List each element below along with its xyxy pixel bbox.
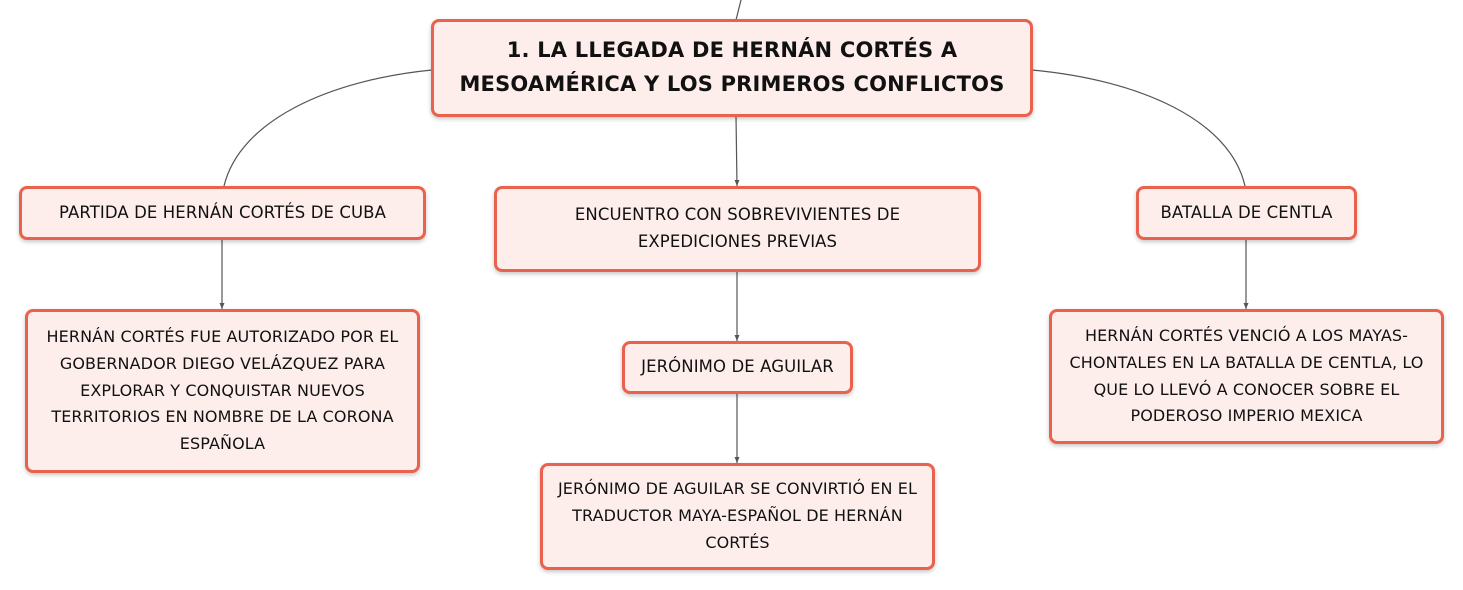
detail-jeronimo-line-1: JERÓNIMO DE AGUILAR SE CONVIRTIÓ EN EL xyxy=(557,479,917,499)
subtopic-jeronimo-de-aguilar[interactable] xyxy=(622,341,853,394)
connector-root-parent xyxy=(736,0,741,20)
subtopic-jeronimo-label: JERÓNIMO DE AGUILAR xyxy=(641,357,834,377)
root-topic[interactable] xyxy=(431,19,1033,117)
detail-batalla-de-centla[interactable] xyxy=(1049,309,1444,444)
root-topic-line-2: MESOAMÉRICA Y LOS PRIMEROS CONFLICTOS xyxy=(459,72,1005,96)
branch-encuentro-line-1: ENCUENTRO CON SOBREVIVIENTES DE xyxy=(574,205,901,225)
detail-batalla-line-2: CHONTALES EN LA BATALLA DE CENTLA, LO xyxy=(1069,352,1424,372)
branch-partida-label: PARTIDA DE HERNÁN CORTÉS DE CUBA xyxy=(58,202,386,222)
detail-batalla-line-1: HERNÁN CORTÉS VENCIÓ A LOS MAYAS- xyxy=(1084,325,1409,345)
detail-partida-line-3: EXPLORAR Y CONQUISTAR NUEVOS xyxy=(80,380,365,400)
branch-batalla-de-centla[interactable] xyxy=(1136,186,1357,240)
detail-batalla-line-4: PODEROSO IMPERIO MEXICA xyxy=(1130,406,1363,426)
connector-root-to-branch-1 xyxy=(224,70,432,186)
detail-jeronimo-de-aguilar[interactable] xyxy=(540,463,935,570)
detail-batalla-line-3: QUE LO LLEVÓ A CONOCER SOBRE EL xyxy=(1093,379,1400,399)
branch-batalla-label: BATALLA DE CENTLA xyxy=(1160,202,1333,222)
detail-partida-line-4: TERRITORIOS EN NOMBRE DE LA CORONA xyxy=(51,407,394,427)
root-topic-line-1: 1. LA LLEGADA DE HERNÁN CORTÉS A xyxy=(506,38,958,63)
detail-partida-line-1: HERNÁN CORTÉS FUE AUTORIZADO POR EL xyxy=(46,326,399,346)
detail-jeronimo-line-2: TRADUCTOR MAYA-ESPAÑOL DE HERNÁN xyxy=(572,506,903,526)
detail-jeronimo-line-3: CORTÉS xyxy=(705,532,770,552)
detail-partida-de-cuba[interactable] xyxy=(25,309,420,473)
connector-root-to-branch-2 xyxy=(736,116,737,186)
connector-root-to-branch-3 xyxy=(1032,70,1245,186)
branch-encuentro-sobrevivientes[interactable] xyxy=(494,186,981,272)
detail-partida-line-5: ESPAÑOLA xyxy=(179,434,266,454)
branch-partida-de-cuba[interactable] xyxy=(19,186,426,240)
branch-encuentro-line-2: EXPEDICIONES PREVIAS xyxy=(637,232,838,251)
detail-partida-line-2: GOBERNADOR DIEGO VELÁZQUEZ PARA xyxy=(59,353,386,373)
